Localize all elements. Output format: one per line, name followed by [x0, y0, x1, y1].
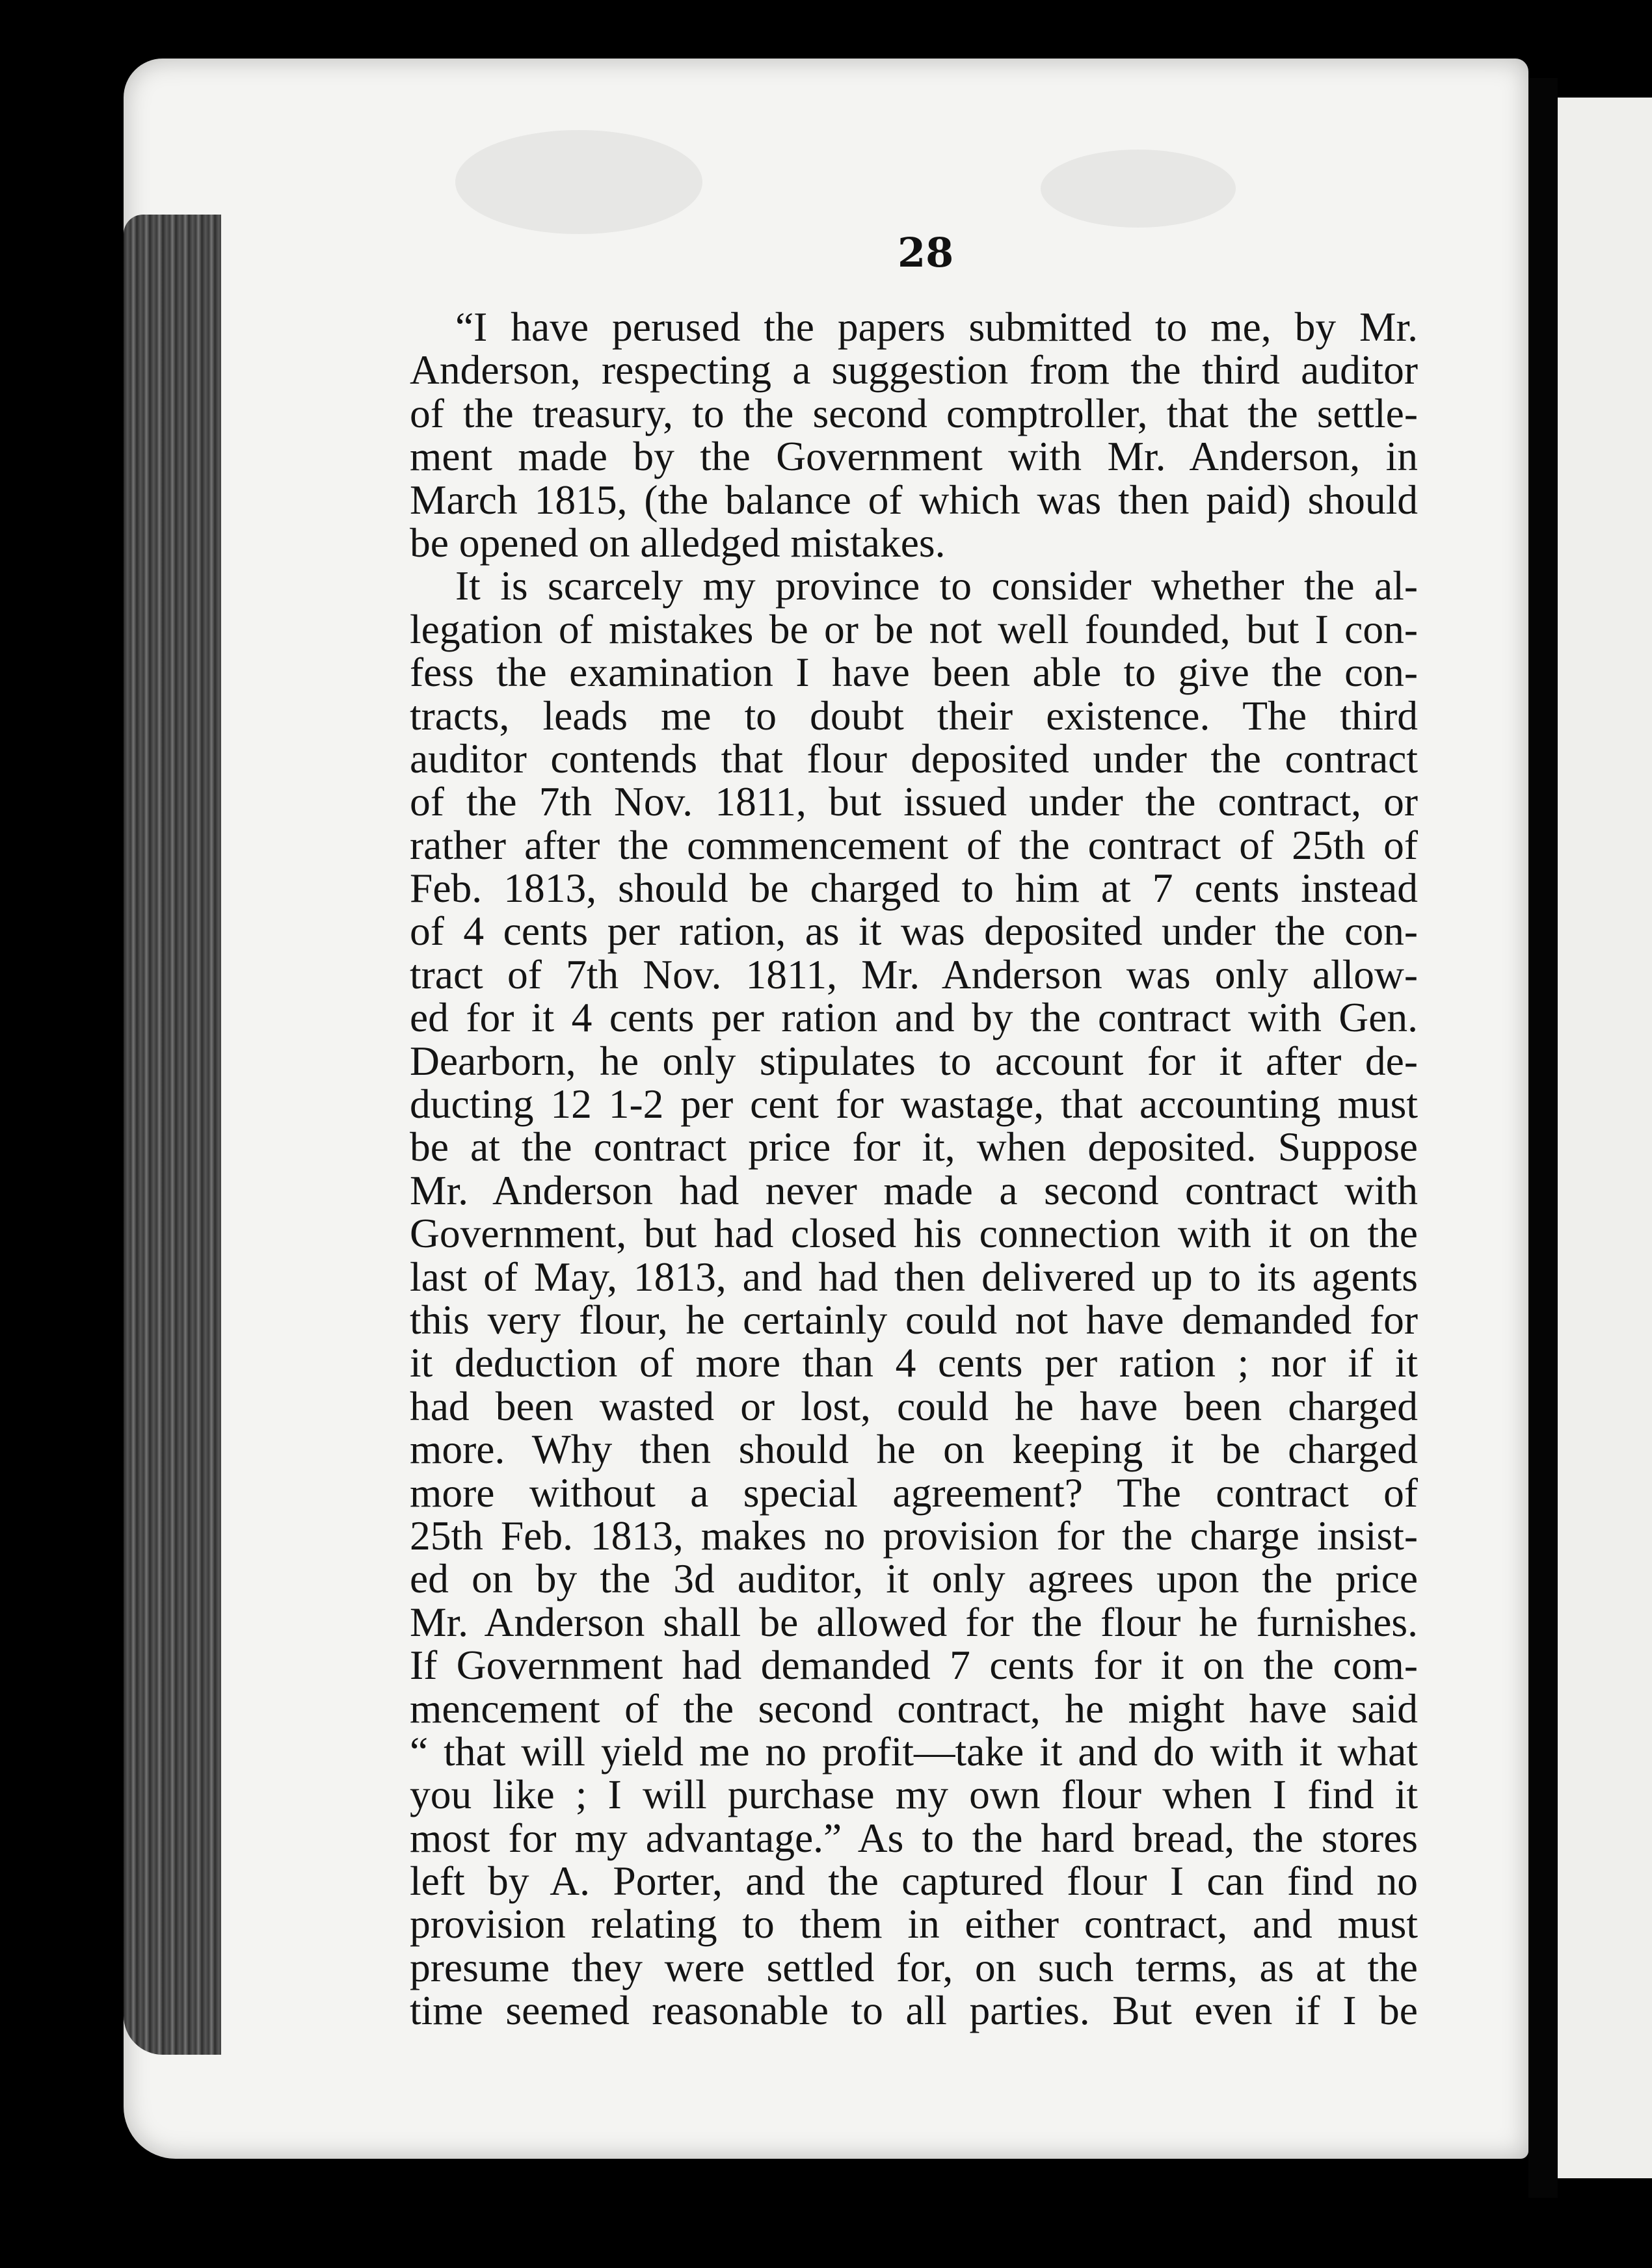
text-line: Mr. Anderson shall be allowed for the flour he furnishes. [410, 1598, 1418, 1645]
text-line: fess the examination I have been able to give the con- [410, 649, 1418, 696]
text-line: presume they were settled for, on such terms, as at the [410, 1944, 1418, 1990]
paper-stain [1041, 150, 1236, 228]
text-line: It is scarcely my province to consider whether the al- [455, 562, 1418, 609]
text-line: of the 7th Nov. 1811, but issued under the contract, or [410, 778, 1418, 825]
text-line: “I have perused the papers submitted to me, by Mr. [455, 304, 1418, 350]
text-line: mencement of the second contract, he might have said [410, 1685, 1418, 1732]
text-line: time seemed reasonable to all parties. But even if I be [410, 1987, 1418, 2034]
text-line: had been wasted or lost, could he have been charged [410, 1382, 1418, 1429]
text-line: legation of mistakes be or be not well founded, but I con- [410, 605, 1418, 652]
text-line: last of May, 1813, and had then delivered up to its agents [410, 1253, 1418, 1300]
text-line: “ that will yield me no profit—take it and do with it what [410, 1728, 1418, 1774]
worn-page-edge [124, 215, 221, 2055]
page-number: 28 [898, 229, 954, 276]
text-line: more. Why then should he on keeping it be charged [410, 1426, 1418, 1473]
text-line: more without a special agreement? The contract of [410, 1469, 1418, 1516]
text-line: be at the contract price for it, when deposited. Suppose [410, 1124, 1418, 1170]
text-line: ed for it 4 cents per ration and by the contract with Gen. [410, 994, 1418, 1041]
text-line: tracts, leads me to doubt their existence. The third [410, 692, 1418, 739]
text-line: ed on by the 3d auditor, it only agrees upon the price [410, 1555, 1418, 1602]
text-line: Feb. 1813, should be charged to him at 7 cents instead [410, 865, 1418, 912]
text-line: left by A. Porter, and the captured flour I can find no [410, 1858, 1418, 1905]
text-line: March 1815, (the balance of which was then paid) should [410, 476, 1418, 523]
paper-stain [455, 130, 702, 234]
text-line: most for my advantage.” As to the hard bread, the stores [410, 1814, 1418, 1861]
text-line: Mr. Anderson had never made a second contract with [410, 1167, 1418, 1213]
text-line: ducting 12 1-2 per cent for wastage, that accounting must [410, 1081, 1418, 1127]
text-line: If Government had demanded 7 cents for it on the com- [410, 1642, 1418, 1689]
text-line: ment made by the Government with Mr. Anderson, in [410, 433, 1418, 480]
text-line: Dearborn, he only stipulates to account for it after de- [410, 1037, 1418, 1084]
text-line: this very flour, he certainly could not have demanded for [410, 1296, 1418, 1343]
text-line: you like ; I will purchase my own flour when I find it [410, 1771, 1418, 1818]
body-text [410, 306, 1418, 2033]
text-line: of 4 cents per ration, as it was deposited under the con- [410, 908, 1418, 955]
book-gutter [1528, 78, 1558, 2198]
text-line: of the treasury, to the second comptroller, that the settle- [410, 389, 1418, 436]
text-line: be opened on alledged mistakes. [410, 519, 946, 566]
text-line: Government, but had closed his connection with it on the [410, 1210, 1418, 1257]
text-line: tract of 7th Nov. 1811, Mr. Anderson was only allow- [410, 951, 1418, 997]
text-line: it deduction of more than 4 cents per ration ; nor if it [410, 1339, 1418, 1386]
text-line: auditor contends that flour deposited under the contract [410, 735, 1418, 782]
text-line: Anderson, respecting a suggestion from the third auditor [410, 347, 1418, 393]
text-line: 25th Feb. 1813, makes no provision for the charge insist- [410, 1512, 1418, 1559]
facing-page-edge [1558, 98, 1652, 2178]
text-line: rather after the commencement of the contract of 25th of [410, 821, 1418, 868]
text-line: provision relating to them in either contract, and must [410, 1901, 1418, 1947]
